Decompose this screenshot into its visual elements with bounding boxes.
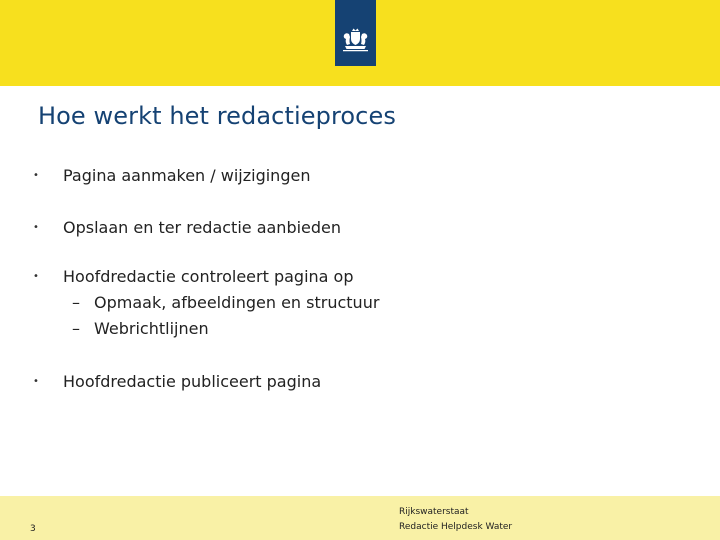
bullet-text: Hoofdredactie publiceert pagina: [63, 372, 322, 391]
bullet-marker: •: [33, 170, 39, 181]
organization-name: Rijkswaterstaat: [399, 507, 469, 517]
bullet-marker: •: [33, 271, 39, 282]
slide-title: Hoe werkt het redactieproces: [38, 102, 396, 130]
sub-list-item: [72, 293, 379, 313]
bullet-marker: •: [33, 376, 39, 387]
bullet-text: Opslaan en ter redactie aanbieden: [63, 218, 342, 237]
bullet-marker: •: [33, 222, 39, 233]
sub-bullet-text: Opmaak, afbeeldingen en structuur: [94, 293, 380, 312]
page-number: 3: [30, 524, 36, 534]
sub-list-item: [72, 319, 209, 339]
sub-bullet-text: Webrichtlijnen: [94, 319, 209, 338]
bullet-text: Pagina aanmaken / wijzigingen: [63, 166, 311, 185]
footer-bar: [0, 496, 720, 540]
sub-bullet-marker: –: [72, 293, 80, 312]
department-name: Redactie Helpdesk Water: [399, 522, 513, 532]
bullet-text: Hoofdredactie controleert pagina op: [63, 267, 354, 286]
sub-bullet-marker: –: [72, 319, 80, 338]
